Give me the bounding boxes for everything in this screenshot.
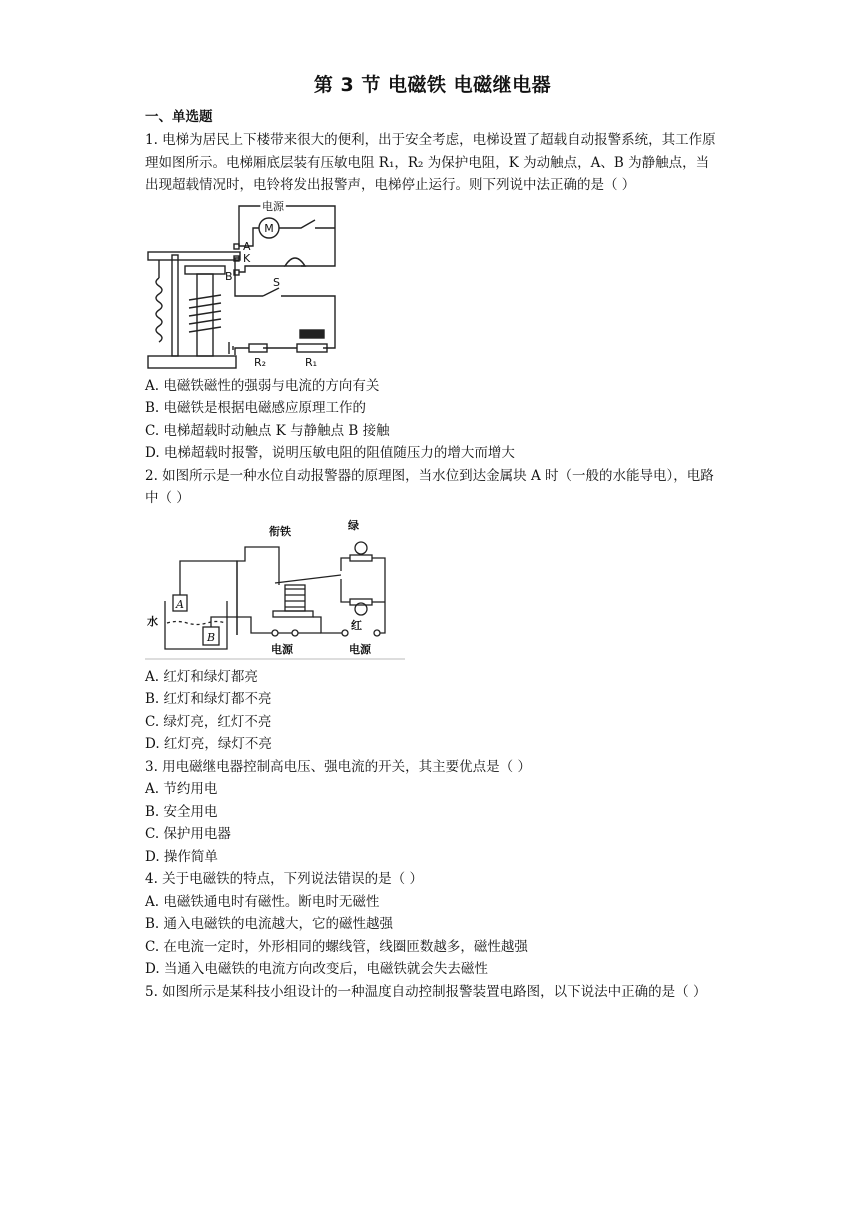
question-2-stem: 2. 如图所示是一种水位自动报警器的原理图，当水位到达金属块 A 时（一般的水能导电），电路中（ ） — [145, 467, 714, 506]
question-4-stem: 4. 关于电磁铁的特点，下列说法错误的是（ ） — [145, 871, 423, 887]
question-2-option-d: D. 红灯亮，绿灯不亮 — [145, 736, 272, 752]
block-b-label: B — [207, 630, 216, 644]
question-4-option-a: A. 电磁铁通电时有磁性。断电时无磁性 — [145, 893, 380, 910]
question-2-option-c: C. 绿灯亮，红灯不亮 — [145, 713, 272, 730]
question-1-option-b: B. 电磁铁是根据电磁感应原理工作的 — [145, 400, 367, 416]
armature-label: 衔铁 — [269, 524, 291, 538]
question-4-option-d: D. 当通入电磁铁的电流方向改变后，电磁铁就会失去磁性 — [145, 961, 488, 977]
question-1-stem: 1. 电梯为居民上下楼带来很大的便利，出于安全考虑，电梯设置了超载自动报警系统，其工作原理如图所示。电梯厢底层装有压敏电阻 R₁，R₂ 为保护电阻，K 为动触点，A、B 为静触点，当出现超载情况时，电铃将发出报警声，电梯停止运行。则下列说中法正确的是（ ） — [145, 132, 716, 193]
green-lamp — [355, 542, 367, 554]
question-1-option-c: C. 电梯超载时动触点 K 与静触点 B 接触 — [145, 422, 390, 439]
block-a-label: A — [176, 597, 184, 611]
r2-label: R₂ — [254, 355, 267, 369]
power-label-1: 电源 — [271, 642, 293, 656]
question-1-option-d: D. 电梯超载时报警，说明压敏电阻的阻值随压力的增大而增大 — [145, 445, 515, 461]
section-heading: 一、单选题 — [145, 109, 213, 125]
page-title: 第 3 节 电磁铁 电磁继电器 — [313, 74, 552, 96]
bell — [285, 258, 305, 266]
r1 — [300, 330, 324, 338]
lever — [148, 252, 240, 260]
question-1-option-a: A. 电磁铁磁性的强弱与电流的方向有关 — [145, 377, 380, 394]
question-3-option-c: C. 保护用电器 — [145, 826, 231, 842]
post — [172, 255, 178, 356]
worksheet — [145, 70, 720, 1003]
question-4-option-b: B. 通入电磁铁的电流越大，它的磁性越强 — [145, 916, 394, 932]
elevator-alarm-circuit-figure — [145, 200, 345, 372]
power-label: 电源 — [262, 199, 284, 213]
question-3-stem: 3. 用电磁继电器控制高电压、强电流的开关，其主要优点是（ ） — [145, 758, 531, 775]
question-3-option-a: A. 节约用电 — [145, 781, 218, 797]
armature — [275, 575, 341, 583]
contact-k-label: K — [243, 251, 251, 265]
question-4-option-c: C. 在电流一定时，外形相同的螺线管，线圈匝数越多，磁性越强 — [145, 938, 528, 955]
question-3-option-b: B. 安全用电 — [145, 803, 218, 820]
coil — [189, 295, 221, 332]
base — [148, 356, 236, 368]
spring — [156, 278, 162, 342]
water-level-alarm-figure — [145, 513, 405, 663]
contact-a-label: A — [243, 239, 251, 253]
question-2-option-b: B. 红灯和绿灯都不亮 — [145, 691, 272, 707]
motor-label: M — [264, 221, 274, 235]
armature-plate — [185, 266, 225, 274]
question-3-option-d: D. 操作简单 — [145, 848, 218, 865]
question-5-stem: 5. 如图所示是某科技小组设计的一种温度自动控制报警装置电路图，以下说法中正确的是（ ） — [145, 983, 707, 1000]
contact-b-label: B — [225, 269, 233, 283]
switch-label: S — [273, 275, 280, 289]
question-2-option-a: A. 红灯和绿灯都亮 — [145, 668, 258, 685]
red-label: 红 — [351, 618, 362, 632]
water-label: 水 — [147, 614, 158, 628]
power-label-2: 电源 — [349, 642, 371, 656]
r1-label: R₁ — [305, 355, 318, 369]
water-tank — [165, 601, 227, 649]
water — [167, 621, 225, 624]
green-label: 绿 — [348, 518, 359, 532]
